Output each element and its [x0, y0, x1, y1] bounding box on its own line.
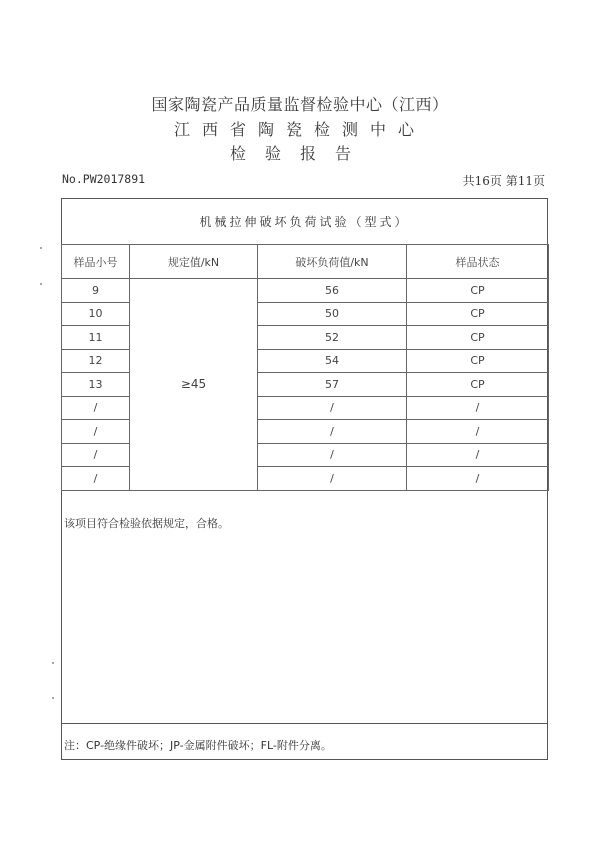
specified-value-cell: ≥45	[130, 279, 258, 491]
failure-load-cell: 50	[258, 302, 407, 326]
results-table	[61, 244, 549, 491]
failure-load-cell: 57	[258, 373, 407, 397]
footnote: 注：CP-绝缘件破坏；JP-金属附件破坏；FL-附件分离。	[64, 739, 332, 752]
conclusion-text: 该项目符合检验依据规定，合格。	[64, 517, 229, 530]
failure-load-cell: /	[258, 396, 407, 420]
column-header-specified: 规定值/kN	[130, 245, 258, 279]
sample-state-cell: /	[407, 443, 549, 467]
report-number: No.PW2017891	[62, 172, 146, 186]
failure-load-cell: 52	[258, 326, 407, 350]
report-title: 检验报告	[229, 144, 370, 163]
table-title: 机械拉伸破坏负荷试验（型式）	[62, 199, 547, 245]
scan-speck	[40, 283, 42, 285]
failure-load-cell: /	[258, 467, 407, 491]
sample-state-cell: /	[407, 467, 549, 491]
report-table-frame	[61, 198, 548, 760]
column-header-sample-state: 样品状态	[407, 245, 549, 279]
failure-load-cell: /	[258, 443, 407, 467]
scan-speck	[52, 697, 54, 699]
header-provincial-center: 江西省陶瓷检测中心	[173, 120, 426, 139]
sample-no-cell: 11	[62, 326, 130, 350]
sample-state-cell: /	[407, 420, 549, 444]
scan-speck	[40, 247, 42, 249]
sample-state-cell: /	[407, 396, 549, 420]
header-center-name: 国家陶瓷产品质量监督检验中心（江西）	[151, 95, 449, 114]
table-row	[62, 279, 549, 303]
column-header-failure-load: 破坏负荷值/kN	[258, 245, 407, 279]
sample-no-cell: 12	[62, 349, 130, 373]
sample-state-cell: CP	[407, 373, 549, 397]
sample-state-cell: CP	[407, 279, 549, 303]
failure-load-cell: 54	[258, 349, 407, 373]
scan-speck	[52, 662, 54, 664]
page-info: 共16页 第11页	[462, 174, 545, 188]
sample-no-cell: /	[62, 467, 130, 491]
sample-state-cell: CP	[407, 326, 549, 350]
sample-state-cell: CP	[407, 349, 549, 373]
note-divider	[62, 723, 547, 724]
sample-no-cell: 13	[62, 373, 130, 397]
sample-no-cell: 9	[62, 279, 130, 303]
failure-load-cell: /	[258, 420, 407, 444]
sample-no-cell: /	[62, 420, 130, 444]
sample-no-cell: /	[62, 396, 130, 420]
sample-state-cell: CP	[407, 302, 549, 326]
column-header-sample-no: 样品小号	[62, 245, 130, 279]
failure-load-cell: 56	[258, 279, 407, 303]
sample-no-cell: 10	[62, 302, 130, 326]
sample-no-cell: /	[62, 443, 130, 467]
table-header-row	[62, 245, 549, 279]
